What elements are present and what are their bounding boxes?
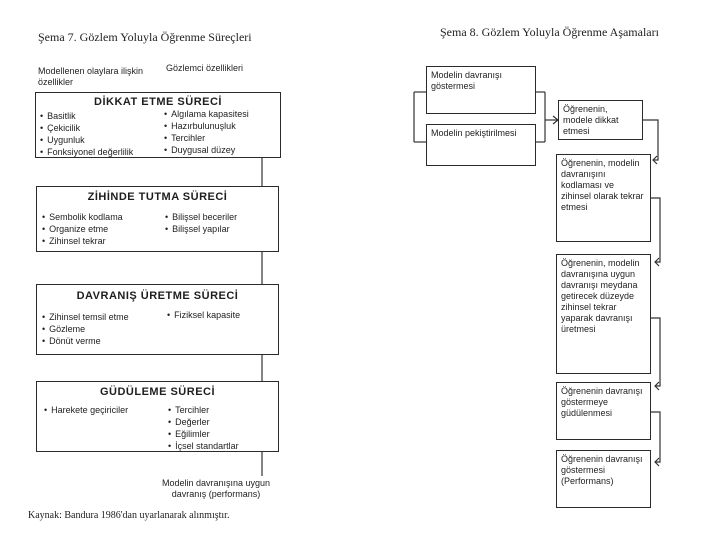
production-process-box	[36, 284, 279, 355]
list-item: • Dönüt verme	[42, 335, 129, 347]
input-model-shows-behavior: Modelin davranışı göstermesi	[426, 66, 536, 114]
motivation-observer-features	[168, 404, 239, 452]
motivation-process-box	[36, 381, 279, 452]
list-item: • Zihinsel temsil etme	[42, 311, 129, 323]
retention-process-heading: ZİHİNDE TUTMA SÜRECİ	[87, 191, 228, 203]
production-observer-features	[167, 309, 240, 321]
stage-retention: Öğrenenin, modelin davranışını kodlaması ve zihinsel olarak tekrar etmesi	[556, 154, 651, 242]
right-diagram-title: Şema 8. Gözlem Yoluyla Öğrenme Aşamaları	[440, 25, 659, 39]
retention-model-features	[42, 211, 123, 247]
list-item: • Gözleme	[42, 323, 129, 335]
retention-observer-features	[165, 211, 237, 235]
stage-motivation: Öğrenenin davranışı göstermeye güdülenmesi	[556, 382, 651, 440]
list-item: • Fonksiyonel değerlilik	[40, 146, 133, 158]
modeled-events-header: Modellenen olaylara ilişkin özellikler	[38, 66, 144, 87]
input-model-reinforcement: Modelin pekiştirilmesi	[426, 124, 536, 166]
list-item: • Harekete geçiriciler	[44, 404, 128, 416]
list-item: • Tercihler	[168, 404, 239, 416]
source-note: Kaynak: Bandura 1986'dan uyarlanarak alınmıştır.	[28, 510, 230, 521]
list-item: • Hazırbulunuşluk	[164, 120, 249, 132]
motivation-model-features	[44, 404, 128, 416]
list-item: • Bilişsel yapılar	[165, 223, 237, 235]
list-item: • Çekicilik	[40, 122, 133, 134]
list-item: • İçsel standartlar	[168, 440, 239, 452]
production-process-heading: DAVRANIŞ ÜRETME SÜRECİ	[76, 290, 239, 302]
observer-features-header: Gözlemci özellikleri	[166, 63, 244, 73]
list-item: • Fiziksel kapasite	[167, 309, 240, 321]
list-item: • Bilişsel beceriler	[165, 211, 237, 223]
list-item: • Algılama kapasitesi	[164, 108, 249, 120]
list-item: • Eğilimler	[168, 428, 239, 440]
list-item: • Sembolik kodlama	[42, 211, 123, 223]
list-item: • Zihinsel tekrar	[42, 235, 123, 247]
outcome-label: Modelin davranışına uygun davranış (performans)	[161, 478, 271, 499]
stage-production: Öğrenenin, modelin davranışına uygun davranışı meydana getirecek düzeyde zihinsel tekrar yaparak davranışı üretmesi	[556, 254, 651, 374]
list-item: • Uygunluk	[40, 134, 133, 146]
attention-process-heading: DİKKAT ETME SÜRECİ	[94, 96, 222, 108]
stage-attention: Öğrenenin, modele dikkat etmesi	[558, 100, 643, 140]
attention-model-features	[40, 110, 133, 158]
production-model-features	[42, 311, 129, 347]
list-item: • Tercihler	[164, 132, 249, 144]
stage-performance: Öğrenenin davranışı göstermesi (Performans)	[556, 450, 651, 508]
left-diagram-title: Şema 7. Gözlem Yoluyla Öğrenme Süreçleri	[38, 30, 252, 44]
list-item: • Basitlik	[40, 110, 133, 122]
retention-process-box	[36, 186, 279, 252]
attention-observer-features	[164, 108, 249, 156]
list-item: • Duygusal düzey	[164, 144, 249, 156]
list-item: • Organize etme	[42, 223, 123, 235]
list-item: • Değerler	[168, 416, 239, 428]
attention-process-box	[35, 92, 281, 158]
motivation-process-heading: GÜDÜLEME SÜRECİ	[99, 386, 216, 398]
